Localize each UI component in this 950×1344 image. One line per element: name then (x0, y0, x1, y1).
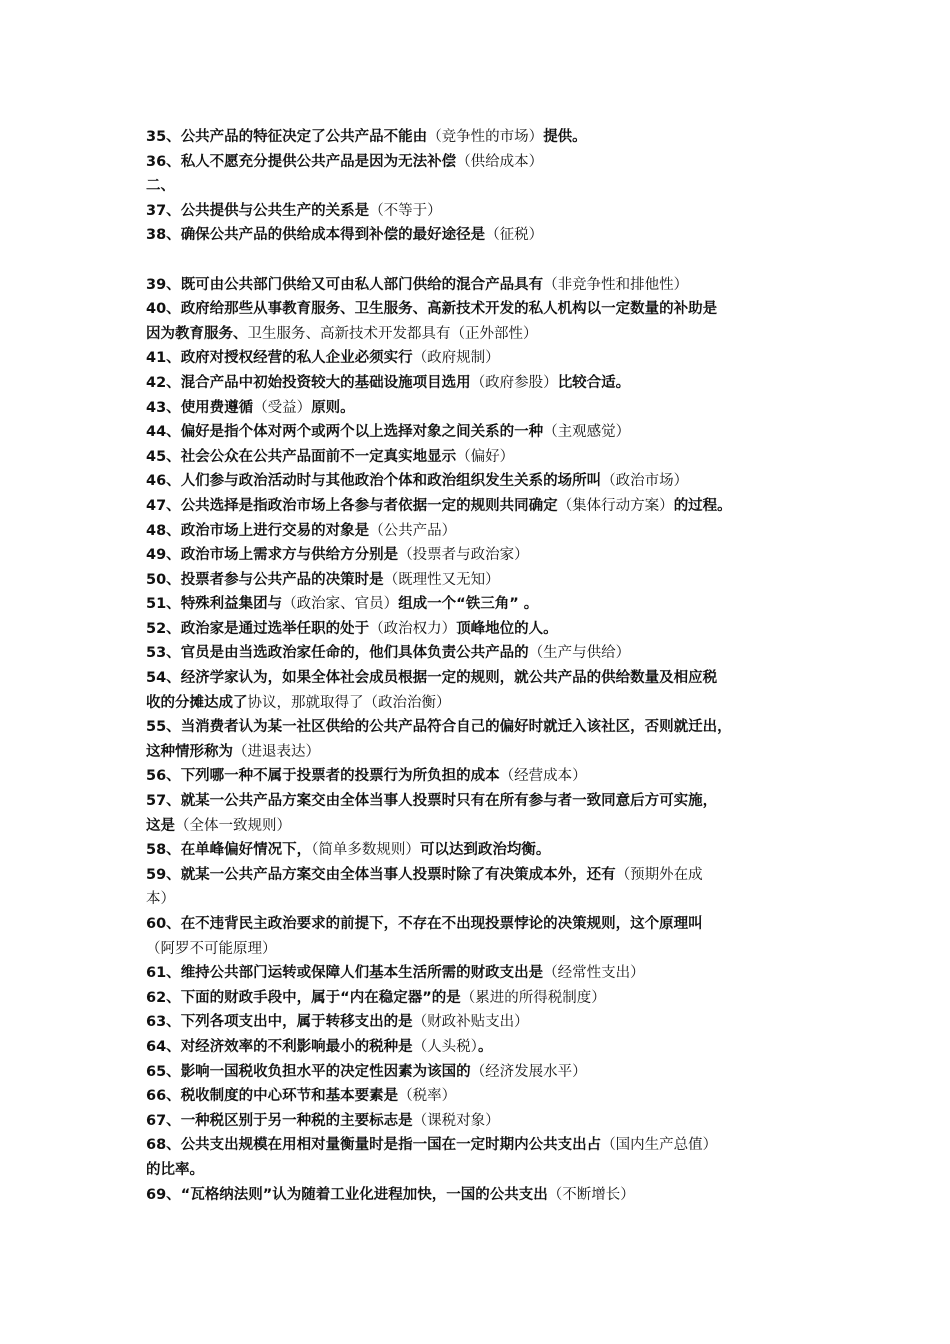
answer-text: （集体行动方案） (557, 497, 674, 514)
text-line (146, 568, 826, 593)
answer-text: 协议，那就取得了（政治治衡） (247, 694, 451, 711)
item-number: 38、 (146, 227, 181, 244)
text-line (146, 322, 826, 347)
question-text: 组成一个“铁三角” 。 (398, 596, 539, 613)
question-text: 混合产品中初始投资较大的基础设施项目选用 (180, 374, 471, 391)
item-number: 52、 (146, 620, 181, 637)
item-number: 50、 (146, 571, 181, 588)
text-line (146, 420, 826, 445)
item-number: 45、 (146, 448, 181, 465)
answer-text: 卫生服务、高新技术开发都具有（正外部性） (247, 325, 538, 342)
item-number: 40、 (146, 301, 181, 318)
text-line (146, 174, 826, 199)
text-line (146, 150, 826, 175)
item-number: 60、 (146, 916, 181, 932)
answer-text: （政府参股） (470, 374, 558, 391)
question-text: 政治市场上需求方与供给方分别是 (180, 547, 399, 564)
text-line (146, 223, 826, 248)
text-line (146, 986, 826, 1011)
answer-text: （偏好） (456, 448, 515, 465)
item-number: 39、 (146, 276, 181, 293)
text-line (146, 592, 826, 617)
answer-text: （受益） (253, 399, 312, 416)
question-text: 顶峰地位的人。 (456, 620, 558, 637)
item-number: 37、 (146, 202, 181, 219)
item-number: 二、 (146, 178, 175, 195)
text-line (146, 543, 826, 568)
text-line (146, 887, 826, 912)
question-text: 原则。 (311, 399, 355, 416)
answer-text: （竞争性的市场） (427, 129, 544, 145)
text-line (146, 1133, 826, 1158)
answer-text: （进退表达） (233, 743, 320, 760)
question-text: 。 (477, 1038, 493, 1055)
text-line (146, 1010, 826, 1035)
answer-text: （预期外在成 (615, 866, 703, 883)
answer-text: （累进的所得税制度） (460, 989, 606, 1006)
text-line (146, 297, 826, 322)
text-line (146, 863, 826, 888)
blank-line (146, 248, 826, 273)
item-number: 69、 (146, 1186, 181, 1203)
text-line (146, 371, 826, 396)
text-line (146, 1060, 826, 1085)
answer-text: （税率） (398, 1088, 457, 1105)
item-number: 61、 (146, 965, 181, 982)
answer-text: （政治家、官员） (282, 596, 399, 613)
text-line (146, 666, 826, 691)
question-text: 这是 (146, 817, 175, 834)
question-text: 公共产品的特征决定了公共产品不能由 (180, 129, 428, 145)
text-line (146, 715, 826, 740)
text-line (146, 1109, 826, 1134)
answer-text: （全体一致规则） (175, 817, 291, 834)
item-number: 56、 (146, 768, 181, 785)
answer-text: （课税对象） (412, 1112, 500, 1129)
question-text: 当消费者认为某一社区供给的公共产品符合自己的偏好时就迁入该社区，否则就迁出， (180, 719, 732, 736)
answer-text: （供给成本） (456, 153, 544, 170)
text-line (146, 617, 826, 642)
item-number: 44、 (146, 424, 181, 441)
answer-text: （经营成本） (499, 768, 587, 785)
answer-text: （政治权力） (369, 620, 457, 637)
text-line (146, 641, 826, 666)
question-text: 官员是由当选政治家任命的，他们具体负责公共产品的 (180, 645, 529, 662)
text-line (146, 764, 826, 789)
text-line (146, 273, 826, 298)
answer-text: （征税） (485, 227, 544, 244)
question-text: 在不违背民主政治要求的前提下，不存在不出现投票悖论的决策规则，这个原理叫 (180, 916, 703, 932)
question-text: 私人不愿充分提供公共产品是因为无法补偿 (180, 153, 457, 170)
answer-text: （不断增长） (547, 1186, 635, 1203)
text-line (146, 814, 826, 839)
item-number: 48、 (146, 522, 181, 539)
answer-text: （经济发展水平） (470, 1063, 587, 1080)
answer-text: （不等于） (369, 202, 442, 219)
item-number: 42、 (146, 374, 181, 391)
question-text: 经济学家认为，如果全体社会成员根据一定的规则，就公共产品的供给数量及相应税 (180, 670, 718, 687)
item-number: 35、 (146, 129, 181, 145)
text-line (146, 199, 826, 224)
text-line (146, 1158, 826, 1183)
text-line (146, 445, 826, 470)
text-line (146, 912, 826, 937)
answer-text: （经常性支出） (543, 965, 645, 982)
question-text: 提供。 (543, 129, 587, 145)
text-line (146, 838, 826, 863)
question-text: 可以达到政治均衡。 (419, 842, 551, 859)
text-line (146, 1183, 826, 1208)
text-line (146, 494, 826, 519)
text-line (146, 789, 826, 814)
item-number: 51、 (146, 596, 181, 613)
item-number: 62、 (146, 989, 181, 1006)
item-number: 54、 (146, 670, 181, 687)
item-number: 68、 (146, 1137, 181, 1154)
answer-text: 本） (146, 891, 175, 908)
item-number: 36、 (146, 153, 181, 170)
question-text: 既可由公共部门供给又可由私人部门供给的混合产品具有 (180, 276, 544, 293)
question-text: 因为教育服务、 (146, 325, 248, 342)
text-line (146, 519, 826, 544)
answer-text: （非竞争性和排他性） (543, 276, 689, 293)
question-text: 政府给那些从事教育服务、卫生服务、高新技术开发的私人机构以一定数量的补助是 (180, 301, 718, 318)
answer-text: （公共产品） (369, 522, 457, 539)
question-text: 政府对授权经营的私人企业必须实行 (180, 350, 413, 367)
question-text: 就某一公共产品方案交由全体当事人投票时除了有决策成本外，还有 (180, 866, 616, 883)
item-number: 59、 (146, 866, 181, 883)
answer-text: （投票者与政治家） (398, 547, 529, 564)
item-number: 65、 (146, 1063, 181, 1080)
item-number: 53、 (146, 645, 181, 662)
question-text: 税收制度的中心环节和基本要素是 (180, 1088, 399, 1105)
answer-text: （国内生产总值） (601, 1137, 718, 1154)
question-text: 公共选择是指政治市场上各参与者依据一定的规则共同确定 (180, 497, 558, 514)
item-number: 46、 (146, 473, 181, 490)
answer-text: （生产与供给） (528, 645, 631, 662)
text-line (146, 961, 826, 986)
document-body (146, 125, 826, 1207)
text-line (146, 346, 826, 371)
item-number: 49、 (146, 547, 181, 564)
item-number: 58、 (146, 842, 181, 859)
text-line (146, 937, 826, 962)
question-text: 收的分摊达成了 (146, 694, 248, 711)
item-number: 67、 (146, 1112, 181, 1129)
question-text: 使用费遵循 (180, 399, 254, 416)
question-text: 下面的财政手段中，属于“内在稳定器”的是 (180, 989, 461, 1006)
answer-text: （主观感觉） (543, 424, 631, 441)
question-text: 比较合适。 (557, 374, 631, 391)
question-text: 维持公共部门运转或保障人们基本生活所需的财政支出是 (180, 965, 544, 982)
item-number: 55、 (146, 719, 181, 736)
answer-text: （既理性又无知） (383, 571, 500, 588)
question-text: 公共提供与公共生产的关系是 (180, 202, 370, 219)
question-text: 在单峰偏好情况下， (180, 842, 312, 859)
text-line (146, 469, 826, 494)
answer-text: （阿罗不可能原理） (146, 940, 277, 957)
item-number: 57、 (146, 793, 181, 810)
text-line (146, 125, 826, 150)
question-text: 就某一公共产品方案交由全体当事人投票时只有在所有参与者一致同意后方可实施， (180, 793, 718, 810)
question-text: 影响一国税收负担水平的决定性因素为该国的 (180, 1063, 471, 1080)
question-text: 政治家是通过选举任职的处于 (180, 620, 370, 637)
question-text: 下列各项支出中，属于转移支出的是 (180, 1014, 413, 1031)
item-number: 63、 (146, 1014, 181, 1031)
question-text: 投票者参与公共产品的决策时是 (180, 571, 384, 588)
question-text: 公共支出规模在用相对量衡量时是指一国在一定时期内公共支出占 (180, 1137, 602, 1154)
question-text: 的过程。 (673, 497, 732, 514)
question-text: 这种情形称为 (146, 743, 233, 760)
item-number: 47、 (146, 497, 181, 514)
text-line (146, 396, 826, 421)
question-text: 人们参与政治活动时与其他政治个体和政治组织发生关系的场所叫 (180, 473, 602, 490)
question-text: “瓦格纳法则”认为随着工业化进程加快，一国的公共支出 (180, 1186, 548, 1203)
text-line (146, 1035, 826, 1060)
question-text: 政治市场上进行交易的对象是 (180, 522, 370, 539)
text-line (146, 691, 826, 716)
answer-text: （政府规制） (412, 350, 500, 367)
question-text: 一种税区别于另一种税的主要标志是 (180, 1112, 413, 1129)
question-text: 特殊利益集团与 (180, 596, 283, 613)
answer-text: （政治市场） (601, 473, 689, 490)
question-text: 社会公众在公共产品面前不一定真实地显示 (180, 448, 457, 465)
question-text: 对经济效率的不利影响最小的税种是 (180, 1038, 413, 1055)
question-text: 下列哪一种不属于投票者的投票行为所负担的成本 (180, 768, 500, 785)
text-line (146, 1084, 826, 1109)
text-line (146, 740, 826, 765)
question-text: 的比率。 (146, 1161, 204, 1178)
question-text: 确保公共产品的供给成本得到补偿的最好途径是 (180, 227, 486, 244)
answer-text: （财政补贴支出） (412, 1014, 529, 1031)
item-number: 64、 (146, 1038, 181, 1055)
item-number: 66、 (146, 1088, 181, 1105)
item-number: 41、 (146, 350, 181, 367)
question-text: 偏好是指个体对两个或两个以上选择对象之间关系的一种 (180, 424, 544, 441)
answer-text: （简单多数规则） (311, 842, 420, 859)
answer-text: （人头税） (412, 1038, 478, 1055)
item-number: 43、 (146, 399, 181, 416)
